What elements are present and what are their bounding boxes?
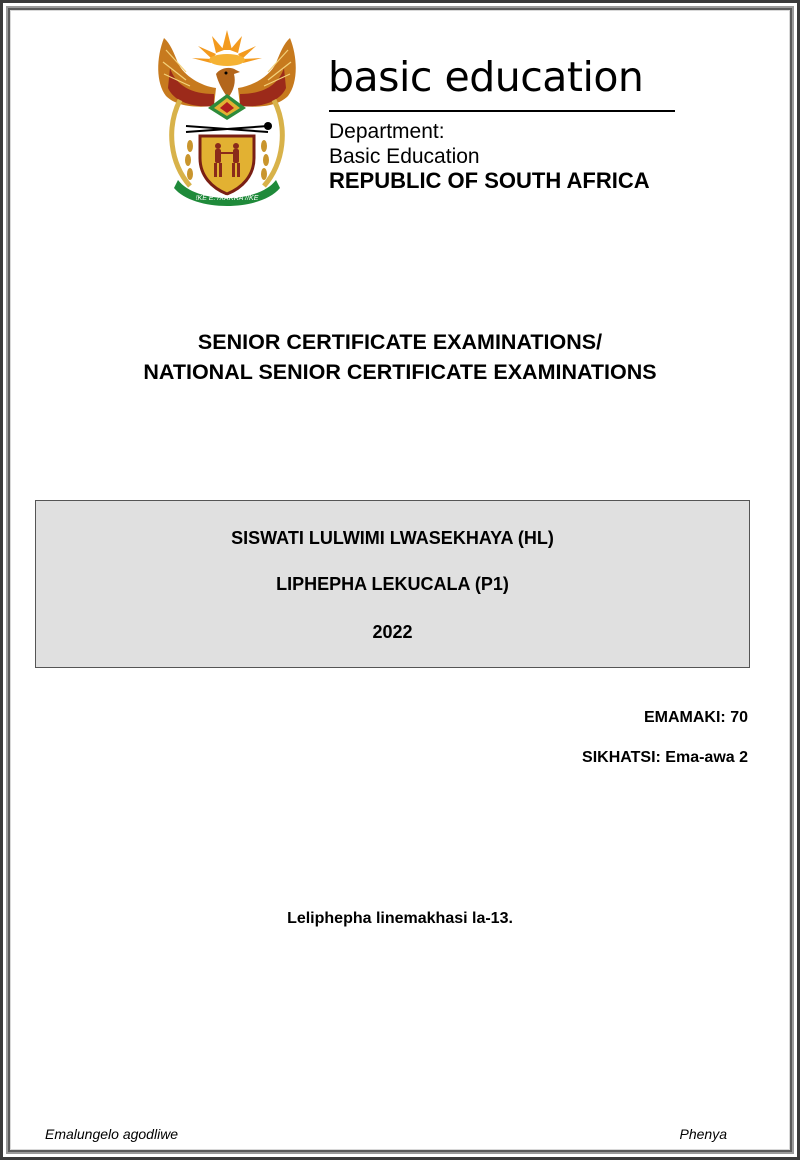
country-name: REPUBLIC OF SOUTH AFRICA xyxy=(329,168,650,193)
turn-over-note: Phenya xyxy=(679,1126,727,1142)
exam-title-line-1: SENIOR CERTIFICATE EXAMINATIONS/ xyxy=(197,330,603,354)
department-label: Department: xyxy=(329,120,445,143)
coat-of-arms-icon xyxy=(156,28,298,206)
exam-duration: SIKHATSI: Ema-awa 2 xyxy=(582,749,748,766)
brand-title: basic education xyxy=(328,53,644,101)
subject-box xyxy=(35,500,750,668)
motto-text: !KE E: /XARRA //KE xyxy=(195,195,259,202)
total-marks: EMAMAKI: 70 xyxy=(643,709,748,726)
paper-number: LIPHEPHA LEKUCALA (P1) xyxy=(276,574,509,594)
subject-name: SISWATI LULWIMI LWASEKHAYA (HL) xyxy=(231,528,554,548)
department-name: Basic Education xyxy=(329,145,480,168)
page-count-note: Leliphepha linemakhasi la-13. xyxy=(287,910,513,927)
brand-underline xyxy=(329,110,675,112)
exam-year: 2022 xyxy=(372,622,413,642)
exam-title xyxy=(0,327,800,387)
copyright-notice: Emalungelo agodliwe xyxy=(45,1126,179,1142)
exam-title-line-2: NATIONAL SENIOR CERTIFICATE EXAMINATIONS xyxy=(143,360,657,384)
